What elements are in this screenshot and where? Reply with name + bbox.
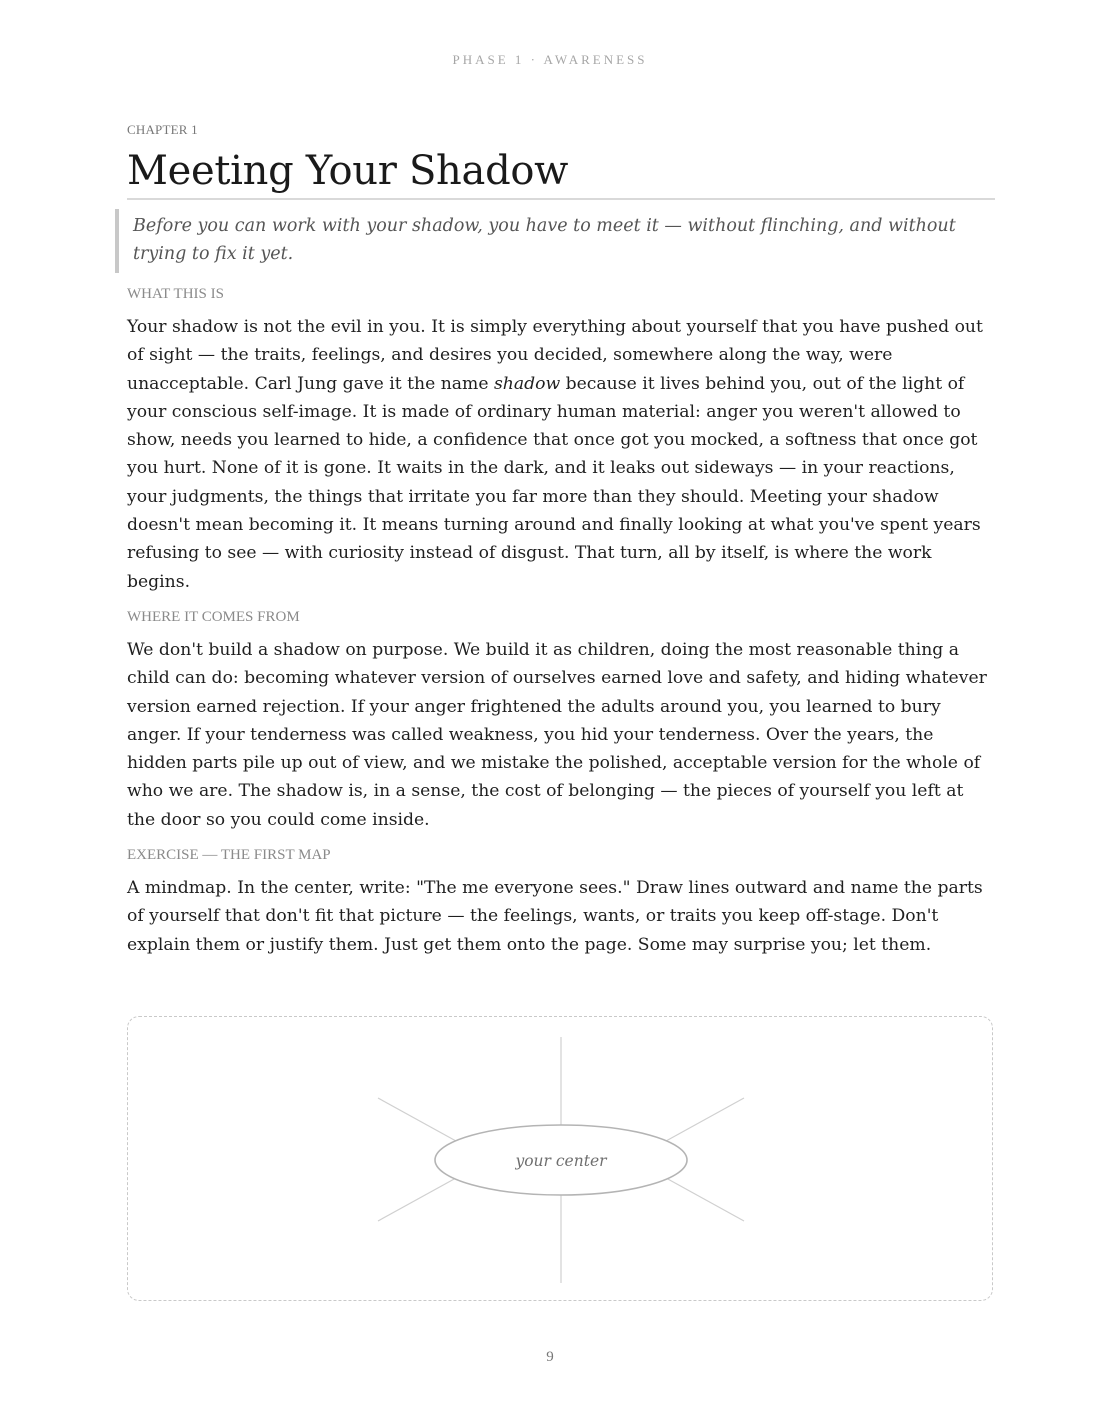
title-divider (127, 198, 995, 200)
body-text: Your shadow is not the evil in you. It is simply everything about yourself that you have pushed out of sight — the traits, feelings, and desires you decided, somewhere along the way, were unacceptable. Carl Jung gave it the name (127, 317, 983, 394)
mindmap-branch-line (666, 1098, 744, 1141)
chapter-label: CHAPTER 1 (127, 122, 198, 137)
body-text: because it lives behind you, out of the light of your conscious self-image. It is made of ordinary human material: anger you weren't allowed to show, needs you learned to hide, a confidence that once got you mocked, a softness that once got you hurt. None of it is gone. It waits in the dark, and it leaks out sideways — in your reactions, your judgments, the things that irritate you far more than they should. Meeting your shadow doesn't mean becoming it. It means turning around and finally looking at what you've spent years refusing to see — with curiosity instead of disgust. That turn, all by itself, is where the work begins. (127, 373, 981, 592)
page-number: 9 (546, 1349, 554, 1365)
mindmap-branch-line (378, 1098, 456, 1141)
mindmap-drawing-area[interactable] (127, 1016, 993, 1301)
mindmap-diagram (128, 1017, 994, 1302)
chapter-content (127, 122, 995, 959)
section-label-exercise: EXERCISE — THE FIRST MAP (127, 847, 331, 864)
mindmap-branch-line (666, 1178, 744, 1221)
mindmap-branch-line (378, 1178, 456, 1221)
section-label-where-it-comes-from: WHERE IT COMES FROM (127, 608, 300, 625)
running-head: PHASE 1 · AWARENESS (452, 52, 648, 67)
epigraph: Before you can work with your shadow, you have to meet it — without flinching, and without trying to fix it yet. (115, 209, 995, 273)
emphasized-term: shadow (493, 373, 561, 394)
section-body-what-this-is (127, 313, 995, 596)
mindmap-center-label: your center (515, 1152, 607, 1170)
section-label-what-this-is: WHAT THIS IS (127, 286, 224, 302)
section-body-exercise: A mindmap. In the center, write: "The me everyone sees." Draw lines outward and name the parts of yourself that don't fit that picture — the feelings, wants, or traits you keep off-stage. Don't explain them or justify them. Just get them onto the page. Some may surprise you; let them. (127, 878, 983, 955)
chapter-title: Meeting Your Shadow (127, 148, 569, 194)
section-body-where-it-comes-from: We don't build a shadow on purpose. We build it as children, doing the most reasonable thing a child can do: becoming whatever version of ourselves earned love and safety, and hiding whatever version earned rejection. If your anger frightened the adults around you, you learned to bury anger. If your tenderness was called weakness, you hid your tenderness. Over the years, the hidden parts pile up out of view, and we mistake the polished, acceptable version for the whole of who we are. The shadow is, in a sense, the cost of belonging — the pieces of yourself you left at the door so you could come inside. (127, 639, 987, 830)
